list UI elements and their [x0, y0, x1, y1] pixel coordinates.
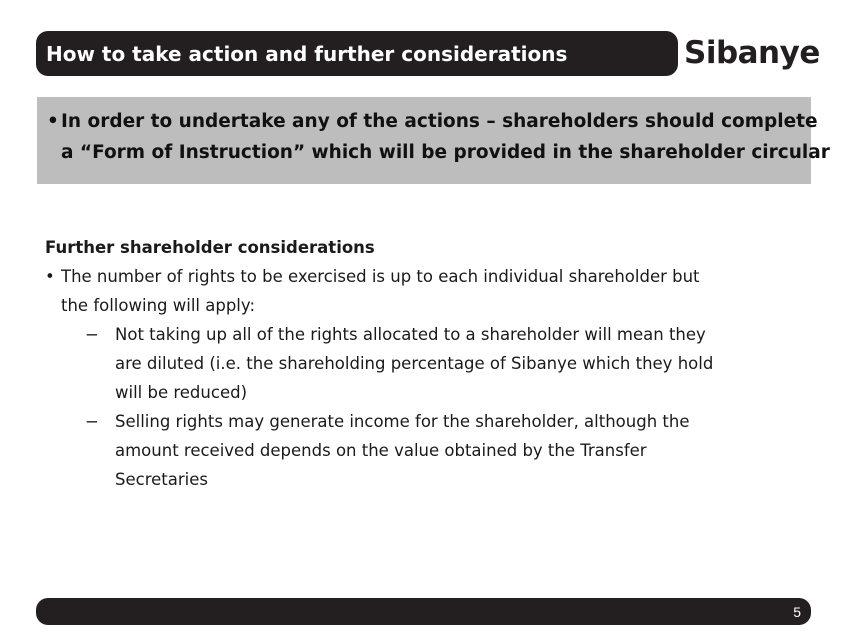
dash-icon: − — [85, 325, 99, 344]
sibanye-logo — [684, 32, 820, 74]
main-content — [45, 233, 815, 494]
page-number: 5 — [793, 603, 801, 620]
dash-icon: − — [85, 412, 99, 431]
section-heading: Further shareholder considerations — [45, 238, 375, 257]
bullet-text: The number of rights to be exercised is up to each individual shareholder but the following will apply: — [61, 267, 700, 315]
highlight-text-1: In order to undertake any of the actions – shareholders should complete — [61, 111, 818, 132]
footer-bar — [36, 598, 811, 625]
highlight-box — [37, 97, 830, 184]
bullet-icon: • — [47, 111, 59, 132]
sub-item-text: Selling rights may generate income for the shareholder, although the amount received depends on the value obtained by the Transfer Secretaries — [115, 412, 690, 489]
bullet-item — [45, 262, 815, 320]
bullet-icon: • — [45, 267, 55, 286]
sub-item — [45, 320, 815, 407]
highlight-text-2: a “Form of Instruction” which will be provided in the shareholder circular — [61, 142, 830, 163]
sub-item — [45, 407, 815, 494]
page-title: How to take action and further considerations — [46, 41, 568, 66]
logo-text: Sibanye — [684, 35, 820, 71]
title-bar — [36, 31, 678, 76]
highlight-line-1 — [47, 106, 818, 137]
sub-item-text: Not taking up all of the rights allocated to a shareholder will mean they are diluted (i.e. the shareholding percentage of Sibanye which they hold will be reduced) — [115, 325, 714, 402]
